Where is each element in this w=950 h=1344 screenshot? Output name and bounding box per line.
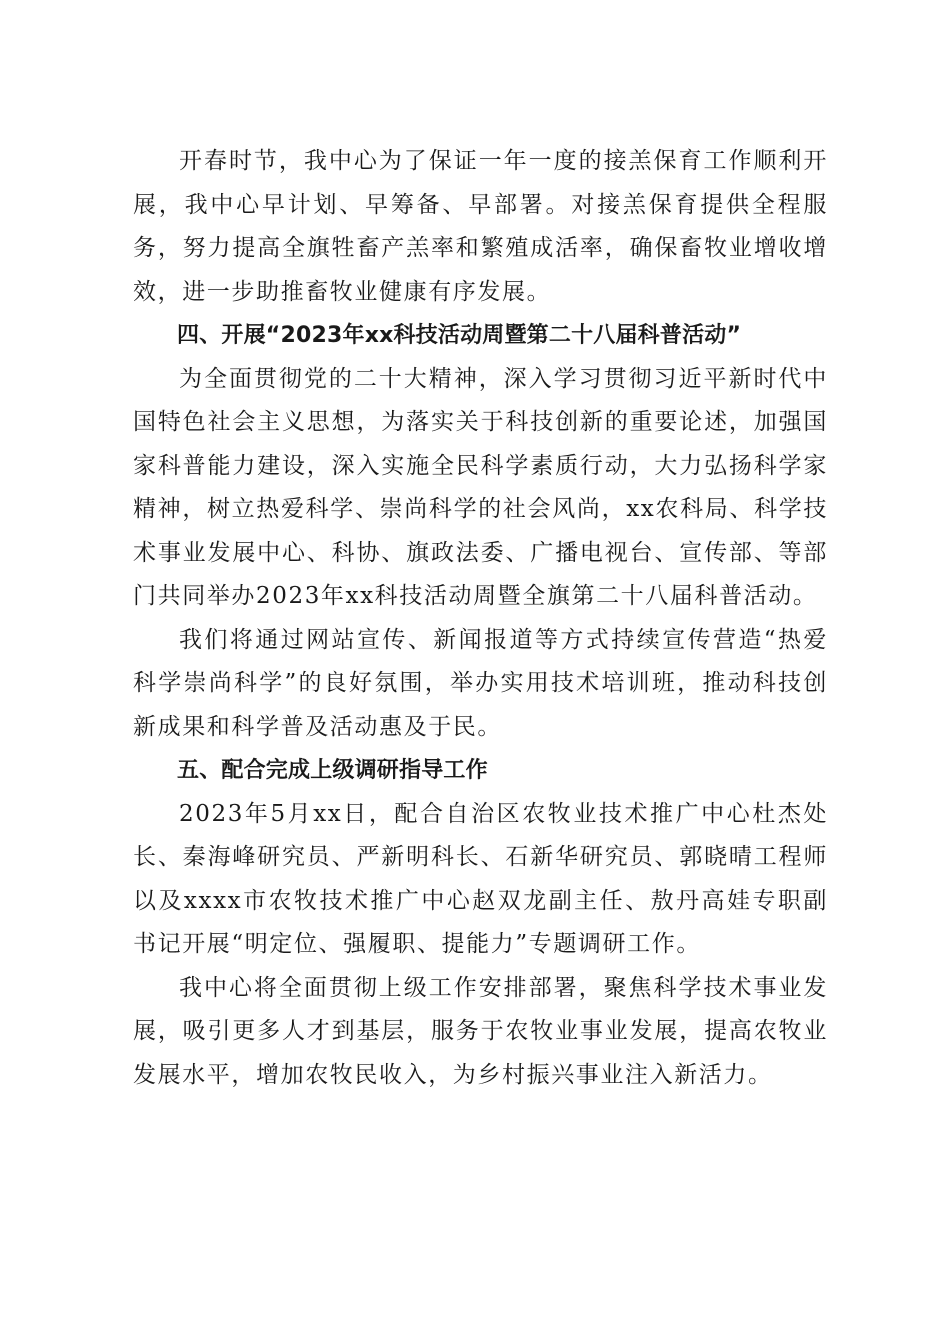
document-page	[133, 140, 828, 1097]
paragraph-publicity: 我们将通过网站宣传、新闻报道等方式持续宣传营造“热爱科学崇尚科学”的良好氛围，举办实用技术培训班，推动科技创新成果和科学普及活动惠及于民。	[133, 626, 828, 740]
paragraph-research-visit: 2023年5月xx日，配合自治区农牧业技术推广中心杜杰处长、秦海峰研究员、严新明科长、石新华研究员、郭晓晴工程师以及xxxx市农牧技术推广中心赵双龙副主任、敖丹高娃专职副书记开展“明定位、强履职、提能力”专题调研工作。	[133, 800, 828, 957]
paragraph-science-week: 为全面贯彻党的二十大精神，深入学习贯彻习近平新时代中国特色社会主义思想，为落实关于科技创新的重要论述，加强国家科普能力建设，深入实施全民科学素质行动，大力弘扬科学家精神，树立热爱科学、崇尚科学的社会风尚，xx农科局、科学技术事业发展中心、科协、旗政法委、广播电视台、宣传部、等部门共同举办2023年xx科技活动周暨全旗第二十八届科普活动。	[133, 365, 828, 609]
paragraph-conclusion: 我中心将全面贯彻上级工作安排部署，聚焦科学技术事业发展，吸引更多人才到基层，服务于农牧业事业发展，提高农牧业发展水平，增加农牧民收入，为乡村振兴事业注入新活力。	[133, 974, 828, 1088]
paragraph-spring-breeding: 开春时节，我中心为了保证一年一度的接羔保育工作顺利开展，我中心早计划、早筹备、早部署。对接羔保育提供全程服务，努力提高全旗牲畜产羔率和繁殖成活率，确保畜牧业增收增效，进一步助推畜牧业健康有序发展。	[133, 148, 828, 305]
section-heading-5: 五、配合完成上级调研指导工作	[177, 758, 488, 783]
section-heading-4: 四、开展“2023年xx科技活动周暨第二十八届科普活动”	[177, 323, 742, 348]
